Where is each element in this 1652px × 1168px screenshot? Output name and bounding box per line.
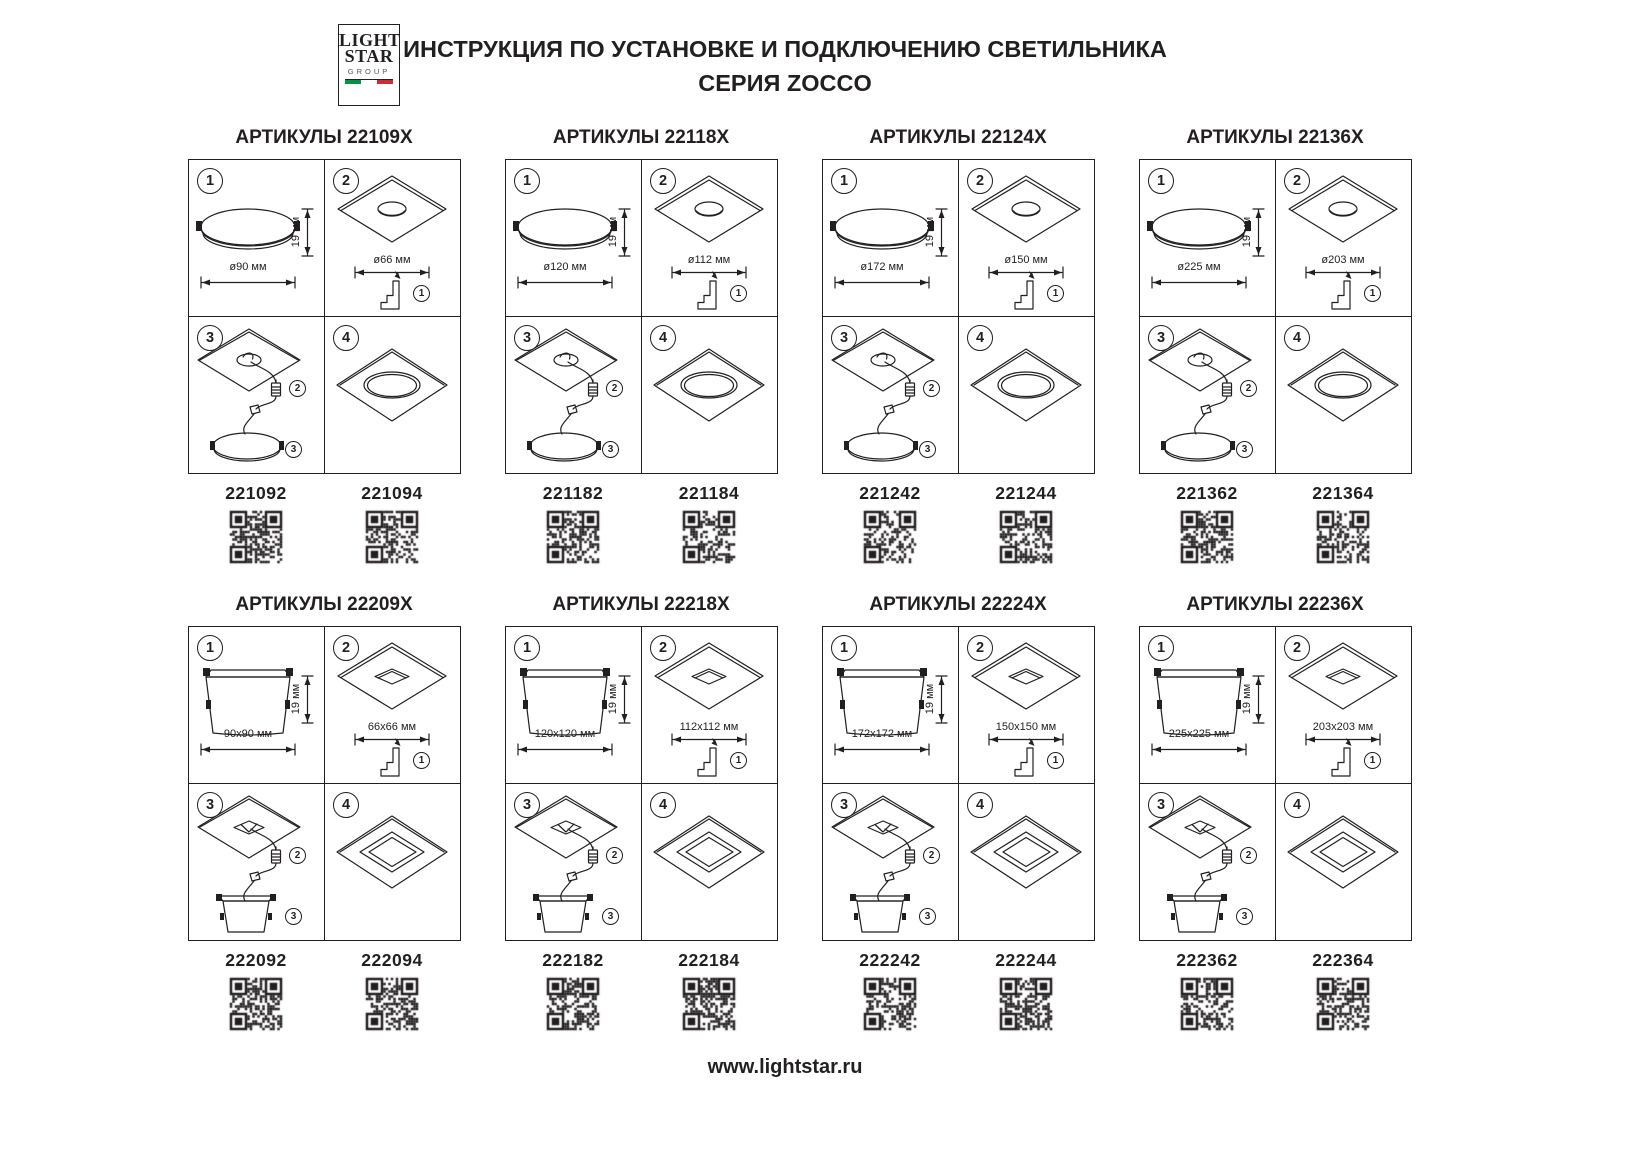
connector-ref-badge: 2 (1240, 847, 1257, 864)
height-dimension-label: 19 мм (290, 683, 302, 715)
instruction-grid (505, 159, 778, 474)
step-cell-3 (189, 317, 324, 473)
panel-title: АРТИКУЛЫ 22124X (869, 127, 1047, 148)
step-number-badge: 3 (514, 792, 540, 818)
cutout-dimension-label: ø203 мм (1321, 254, 1365, 266)
footer (400, 1056, 1170, 1079)
article-column (641, 483, 777, 571)
panel-footer (1139, 950, 1411, 1038)
fixture-ref-badge: 3 (1236, 441, 1253, 458)
panel-footer (505, 483, 777, 571)
connector-ref-badge: 2 (606, 380, 623, 397)
article-column (1139, 483, 1275, 571)
panel (822, 594, 1094, 1038)
step-number-badge: 3 (197, 325, 223, 351)
step-cell-2 (1276, 627, 1411, 783)
step-ref-badge: 1 (413, 752, 430, 769)
panel (1139, 127, 1411, 571)
panel-footer (505, 950, 777, 1038)
connector-ref-badge: 2 (289, 847, 306, 864)
qr-code (861, 975, 919, 1033)
panel-title: АРТИКУЛЫ 22218X (552, 594, 730, 615)
panel (1139, 594, 1411, 1038)
step-number-badge: 3 (1148, 792, 1174, 818)
instruction-grid (1139, 626, 1412, 941)
article-number: 221242 (859, 483, 921, 503)
step-number-badge: 2 (967, 635, 993, 661)
panel-title: АРТИКУЛЫ 22236X (1186, 594, 1364, 615)
fixture-ref-badge: 3 (919, 441, 936, 458)
instruction-grid (505, 626, 778, 941)
qr-code (1314, 975, 1372, 1033)
panel-title: АРТИКУЛЫ 22118X (552, 127, 730, 148)
article-number: 222242 (859, 950, 921, 970)
step-cell-1 (506, 627, 641, 783)
italian-flag-stripe (345, 79, 393, 84)
step-cell-1 (506, 160, 641, 316)
step-number-badge: 1 (197, 635, 223, 661)
panel (505, 594, 777, 1038)
logo-light: LIGHT (339, 30, 401, 50)
article-number: 222244 (995, 950, 1057, 970)
article-number: 221092 (225, 483, 287, 503)
panel-footer (188, 950, 460, 1038)
step-cell-1 (823, 160, 958, 316)
width-dimension-label: ø90 мм (229, 261, 267, 273)
panel-footer (1139, 483, 1411, 571)
height-dimension-label: 19 мм (1241, 683, 1253, 715)
step-ref-badge: 1 (730, 285, 747, 302)
panel-title: АРТИКУЛЫ 22136X (1186, 127, 1364, 148)
cutout-dimension-label: 66x66 мм (367, 721, 417, 733)
connector-ref-badge: 2 (923, 847, 940, 864)
article-column (188, 483, 324, 571)
article-column (324, 483, 460, 571)
qr-code (680, 508, 738, 566)
instruction-grid (1139, 159, 1412, 474)
step-cell-2 (959, 627, 1094, 783)
fixture-ref-badge: 3 (602, 908, 619, 925)
step-cell-3 (823, 317, 958, 473)
step-cell-4 (959, 317, 1094, 473)
article-number: 222092 (225, 950, 287, 970)
step-cell-2 (325, 160, 460, 316)
width-dimension-label: ø225 мм (1177, 261, 1221, 273)
step-number-badge: 3 (831, 325, 857, 351)
cutout-dimension-label: 112x112 мм (679, 721, 739, 733)
step-number-badge: 2 (333, 635, 359, 661)
step-cell-2 (1276, 160, 1411, 316)
panel (188, 127, 460, 571)
step-cell-1 (1140, 627, 1275, 783)
step-number-badge: 1 (1148, 168, 1174, 194)
logo-star: STAR (344, 46, 394, 66)
height-dimension-label: 19 мм (924, 683, 936, 715)
panel-title: АРТИКУЛЫ 22209X (235, 594, 413, 615)
article-column (822, 483, 958, 571)
step-number-badge: 2 (1284, 168, 1310, 194)
panel-footer (188, 483, 460, 571)
step-number-badge: 2 (650, 168, 676, 194)
step-number-badge: 1 (831, 168, 857, 194)
qr-code (363, 975, 421, 1033)
panels-row-2 (188, 594, 1411, 1038)
height-dimension-label: 19 мм (924, 216, 936, 248)
step-number-badge: 2 (1284, 635, 1310, 661)
step-cell-3 (506, 317, 641, 473)
width-dimension-label: 172x172 мм (851, 728, 913, 740)
instruction-grid (188, 626, 461, 941)
step-cell-4 (1276, 317, 1411, 473)
step-number-badge: 1 (514, 168, 540, 194)
article-column (324, 950, 460, 1038)
instruction-grid (822, 159, 1095, 474)
height-dimension-label: 19 мм (607, 683, 619, 715)
article-column (641, 950, 777, 1038)
step-cell-2 (959, 160, 1094, 316)
fixture-ref-badge: 3 (285, 908, 302, 925)
fixture-ref-badge: 3 (602, 441, 619, 458)
page-title: ИНСТРУКЦИЯ ПО УСТАНОВКЕ И ПОДКЛЮЧЕНИЮ СВЕТИЛЬНИКА (403, 36, 1167, 62)
connector-ref-badge: 2 (1240, 380, 1257, 397)
height-dimension-label: 19 мм (1241, 216, 1253, 248)
step-cell-2 (642, 160, 777, 316)
panels-row-1 (188, 127, 1411, 571)
step-number-badge: 2 (967, 168, 993, 194)
article-column (1275, 950, 1411, 1038)
website-url: www.lightstar.ru (707, 1056, 863, 1078)
instruction-grid (822, 626, 1095, 941)
step-cell-1 (189, 627, 324, 783)
step-number-badge: 3 (1148, 325, 1174, 351)
step-number-badge: 1 (514, 635, 540, 661)
qr-code (1178, 508, 1236, 566)
article-column (505, 950, 641, 1038)
article-column (958, 950, 1094, 1038)
article-number: 222364 (1312, 950, 1374, 970)
cutout-dimension-label: ø150 мм (1004, 254, 1048, 266)
step-number-badge: 4 (333, 792, 359, 818)
panel-footer (822, 950, 1094, 1038)
panel (188, 594, 460, 1038)
step-number-badge: 3 (514, 325, 540, 351)
width-dimension-label: 120x120 мм (534, 728, 596, 740)
step-cell-4 (1276, 784, 1411, 940)
step-cell-3 (1140, 317, 1275, 473)
qr-code (997, 975, 1055, 1033)
fixture-ref-badge: 3 (285, 441, 302, 458)
article-number: 221244 (995, 483, 1057, 503)
step-cell-2 (642, 627, 777, 783)
step-ref-badge: 1 (1047, 285, 1064, 302)
panel (822, 127, 1094, 571)
article-number: 221094 (361, 483, 423, 503)
connector-ref-badge: 2 (606, 847, 623, 864)
step-number-badge: 3 (197, 792, 223, 818)
lightstar-logo (338, 24, 400, 106)
article-number: 221182 (542, 483, 604, 503)
width-dimension-label: ø172 мм (860, 261, 904, 273)
width-dimension-label: 90x90 мм (223, 728, 273, 740)
cutout-dimension-label: 203x203 мм (1312, 721, 1374, 733)
step-cell-3 (823, 784, 958, 940)
article-number: 221184 (678, 483, 740, 503)
connector-ref-badge: 2 (923, 380, 940, 397)
height-dimension-label: 19 мм (290, 216, 302, 248)
article-number: 222362 (1176, 950, 1238, 970)
article-column (1139, 950, 1275, 1038)
step-number-badge: 1 (831, 635, 857, 661)
step-cell-2 (325, 627, 460, 783)
logo-group: GROUP (347, 67, 391, 76)
article-number: 221362 (1176, 483, 1238, 503)
panel-title: АРТИКУЛЫ 22109X (235, 127, 413, 148)
header (400, 36, 1170, 97)
step-cell-3 (506, 784, 641, 940)
step-cell-1 (1140, 160, 1275, 316)
qr-code (227, 975, 285, 1033)
height-dimension-label: 19 мм (607, 216, 619, 248)
series-title: СЕРИЯ ZOCCO (698, 70, 872, 96)
qr-code (997, 508, 1055, 566)
step-number-badge: 4 (650, 792, 676, 818)
step-number-badge: 4 (967, 792, 993, 818)
cutout-dimension-label: ø112 мм (687, 254, 731, 266)
step-number-badge: 2 (333, 168, 359, 194)
qr-code (363, 508, 421, 566)
step-cell-4 (959, 784, 1094, 940)
step-cell-1 (823, 627, 958, 783)
article-column (958, 483, 1094, 571)
qr-code (861, 508, 919, 566)
panel-title: АРТИКУЛЫ 22224X (869, 594, 1047, 615)
width-dimension-label: 225x225 мм (1168, 728, 1230, 740)
step-ref-badge: 1 (1047, 752, 1064, 769)
article-column (822, 950, 958, 1038)
step-number-badge: 4 (650, 325, 676, 351)
instruction-grid (188, 159, 461, 474)
step-ref-badge: 1 (1364, 752, 1381, 769)
step-number-badge: 1 (197, 168, 223, 194)
step-number-badge: 4 (1284, 325, 1310, 351)
article-number: 222094 (361, 950, 423, 970)
article-number: 222184 (678, 950, 740, 970)
step-number-badge: 4 (333, 325, 359, 351)
step-cell-3 (189, 784, 324, 940)
qr-code (680, 975, 738, 1033)
panel-footer (822, 483, 1094, 571)
step-cell-4 (325, 784, 460, 940)
qr-code (1178, 975, 1236, 1033)
article-column (505, 483, 641, 571)
step-ref-badge: 1 (1364, 285, 1381, 302)
step-cell-1 (189, 160, 324, 316)
step-number-badge: 2 (650, 635, 676, 661)
article-number: 221364 (1312, 483, 1374, 503)
qr-code (544, 975, 602, 1033)
qr-code (544, 508, 602, 566)
step-ref-badge: 1 (413, 285, 430, 302)
width-dimension-label: ø120 мм (543, 261, 587, 273)
article-column (188, 950, 324, 1038)
cutout-dimension-label: 150x150 мм (995, 721, 1057, 733)
cutout-dimension-label: ø66 мм (373, 254, 411, 266)
qr-code (1314, 508, 1372, 566)
panel (505, 127, 777, 571)
step-cell-4 (642, 784, 777, 940)
fixture-ref-badge: 3 (1236, 908, 1253, 925)
article-column (1275, 483, 1411, 571)
step-ref-badge: 1 (730, 752, 747, 769)
step-cell-3 (1140, 784, 1275, 940)
step-number-badge: 4 (967, 325, 993, 351)
article-number: 222182 (542, 950, 604, 970)
qr-code (227, 508, 285, 566)
step-number-badge: 1 (1148, 635, 1174, 661)
connector-ref-badge: 2 (289, 380, 306, 397)
fixture-ref-badge: 3 (919, 908, 936, 925)
step-cell-4 (642, 317, 777, 473)
step-number-badge: 4 (1284, 792, 1310, 818)
step-number-badge: 3 (831, 792, 857, 818)
step-cell-4 (325, 317, 460, 473)
